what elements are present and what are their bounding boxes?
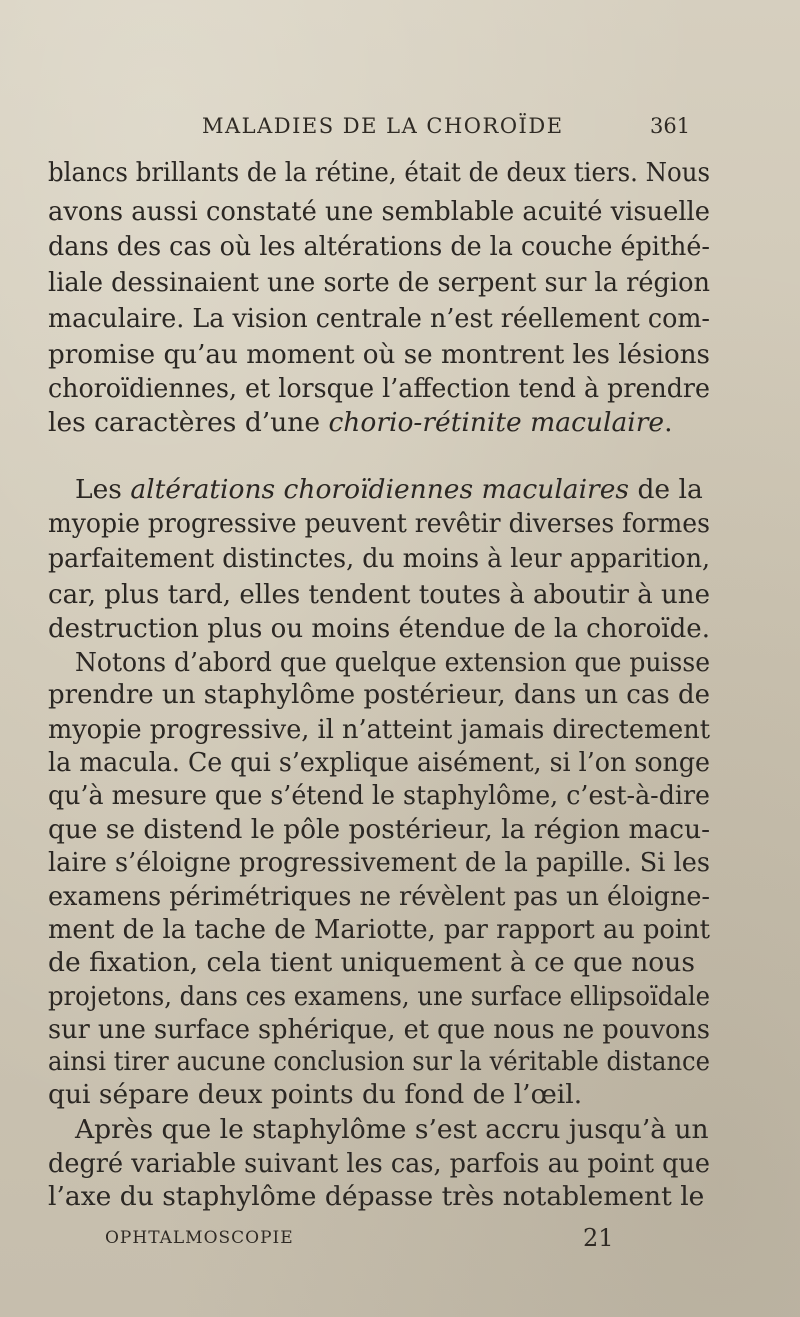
text-line: l’axe du staphylôme dépasse très notablement le (48, 1181, 705, 1212)
text-line: promise qu’au moment où se montrent les lésions (48, 339, 710, 370)
text-line: ainsi tirer aucune conclusion sur la véritable distance (48, 1046, 710, 1077)
text-line: qu’à mesure que s’étend le staphylôme, c’est-à-dire (48, 780, 710, 811)
text-line: les caractères d’une chorio-rétinite maculaire. (48, 407, 673, 438)
running-head-title: MALADIES DE LA CHOROÏDE (202, 114, 564, 138)
text-line: projetons, dans ces examens, une surface ellipsoïdale (48, 981, 710, 1012)
text-line: qui sépare deux points du fond de l’œil. (48, 1079, 583, 1110)
text-line: de fixation, cela tient uniquement à ce que nous (48, 947, 695, 978)
sheet-number: 21 (583, 1224, 614, 1252)
text-line: laire s’éloigne progressivement de la papille. Si les (48, 847, 710, 878)
text-line: parfaitement distinctes, du moins à leur apparition, (48, 543, 710, 574)
running-head (0, 114, 800, 144)
text-line: examens périmétriques ne révèlent pas un éloigne- (48, 881, 710, 912)
text-line: myopie progressive peuvent revêtir diverses formes (48, 508, 710, 539)
text-line: degré variable suivant les cas, parfois au point que (48, 1148, 710, 1179)
signature-mark: OPHTALMOSCOPIE (105, 1228, 294, 1248)
text-line: ment de la tache de Mariotte, par rapport au point (48, 914, 710, 945)
page-footer (0, 1224, 800, 1258)
text-line: que se distend le pôle postérieur, la région macu- (48, 814, 710, 845)
italic-term: altérations choroïdiennes maculaires (130, 474, 630, 505)
text-line: Après que le staphylôme s’est accru jusqu’à un (75, 1114, 709, 1145)
text-line: la macula. Ce qui s’explique aisément, si l’on songe (48, 747, 710, 778)
text-line: Les altérations choroïdiennes maculaires de la (75, 474, 703, 505)
text-line: destruction plus ou moins étendue de la choroïde. (48, 613, 710, 644)
italic-term: chorio-rétinite maculaire (328, 407, 665, 438)
text-line: sur une surface sphérique, et que nous ne pouvons (48, 1014, 710, 1045)
text-line: car, plus tard, elles tendent toutes à aboutir à une (48, 579, 710, 610)
text-line: blancs brillants de la rétine, était de deux tiers. Nous (48, 157, 710, 188)
text-line: choroïdiennes, et lorsque l’affection tend à prendre (48, 373, 710, 404)
text-line: dans des cas où les altérations de la couche épithé- (48, 231, 710, 262)
text-line: avons aussi constaté une semblable acuité visuelle (48, 196, 710, 227)
text-line: maculaire. La vision centrale n’est réellement com- (48, 303, 710, 334)
text-line: myopie progressive, il n’atteint jamais directement (48, 714, 710, 745)
text-line: prendre un staphylôme postérieur, dans un cas de (48, 679, 710, 710)
text-line: Notons d’abord que quelque extension que puisse (75, 647, 710, 678)
text-line: liale dessinaient une sorte de serpent sur la région (48, 267, 710, 298)
page-number: 361 (650, 114, 691, 138)
